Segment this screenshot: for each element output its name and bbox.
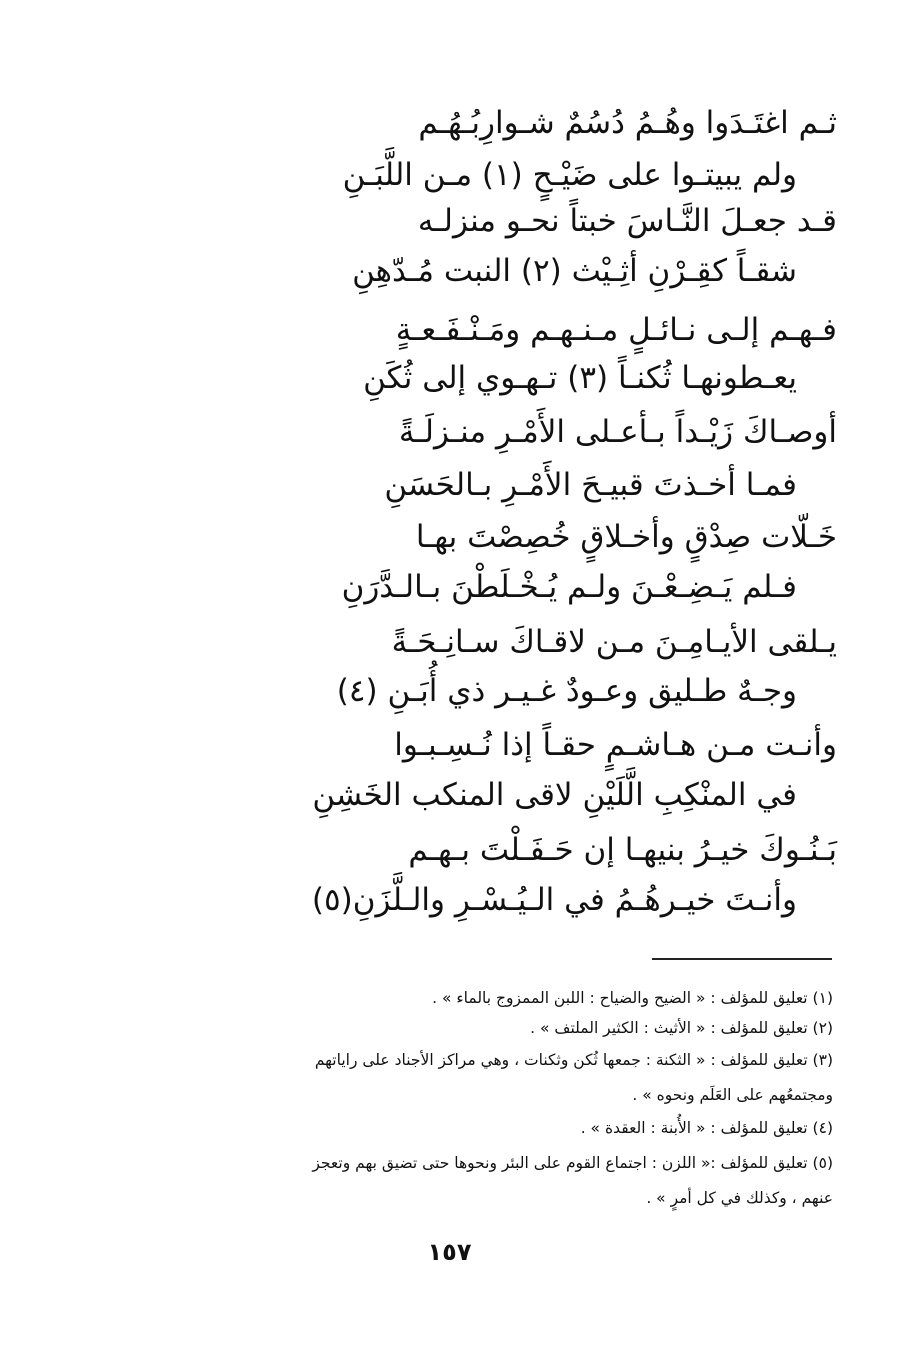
page-number: ١٥٧: [427, 1238, 472, 1266]
footnote: (٢) تعليق للمؤلف : « الأثيث : الكثير الملتف » .: [530, 1019, 833, 1037]
verse-line: فـلم يَـضِـعْـنَ ولـم يُـخْـلَطْنَ بـالـدَّرَنِ: [341, 569, 797, 605]
verse-line: ثـم اغتَـدَوا وهُـمُ دُسُمٌ شـوارِبُـهُـم: [418, 105, 837, 141]
verse-line: يـلقى الأيـامِـنَ مـن لاقـاكَ سـانِـحَـةً: [391, 624, 837, 660]
footnote-continuation: عنهم ، وكذلك في كل أمرٍ » .: [646, 1189, 833, 1207]
verse-line: شقـاً كقِـرْنِ أثِـيْث (٢) النبت مُـدّهِنِ: [352, 253, 797, 289]
verse-line: أوصـاكَ زَيْـداً بـأعـلى الأَمْـرِ منـزلَـةً: [398, 414, 837, 450]
verse-line: فمـا أخـذتَ قبيـحَ الأَمْـرِ بـالحَسَنِ: [384, 467, 797, 503]
verse-line: خَـلّات صِدْقٍ وأخـلاقٍ خُصِصْتَ بهـا: [415, 519, 837, 555]
verse-line: في المنْكِبِ الَّلَيْنِ لاقى المنكب الخَشِنِ: [312, 777, 797, 813]
footnote-separator: [652, 958, 832, 960]
verse-line: وجـهٌ طـليق وعـودٌ غـيـر ذي أُبَـنِ (٤): [336, 673, 797, 709]
verse-line: بَـنُـوكَ خيـرُ بنيهـا إن حَـفَـلْتَ بـهـم: [408, 832, 837, 868]
footnote: (٣) تعليق للمؤلف : « الثكنة : جمعها ثُكن وثكنات ، وهي مراكز الأجناد على راياتهم: [314, 1051, 833, 1069]
footnote: (٤) تعليق للمؤلف : « الأُبنة : العقدة » .: [580, 1119, 833, 1137]
verse-line: قـد جعـلَ النَّـاسَ خبتاً نحـو منزلـه: [417, 203, 837, 239]
footnote: (٥) تعليق للمؤلف :« اللزن : اجتماع القوم على البئر ونحوها حتى تضيق بهم وتعجز: [312, 1154, 833, 1172]
verse-line: فـهـم إلـى نـائـلٍ مـنـهـم ومَـنْـفَـعـةٍ: [395, 312, 837, 348]
verse-line: وأنـت مـن هـاشـمٍ حقـاً إذا نُـسِـبـوا: [394, 727, 837, 763]
footnote: (١) تعليق للمؤلف : « الضيح والضياح : اللبن الممزوج بالماء » .: [432, 989, 833, 1007]
verse-line: وأنـتَ خيـرهُـمُ في الـيُـسْـرِ والـلَّزَنِ(٥): [311, 882, 797, 918]
footnote-continuation: ومجتمعُهم على العَلَم ونحوه » .: [632, 1086, 833, 1104]
verse-line: ولم يبيتـوا على ضَيْـحٍ (١) مـن اللَّبَـنِ: [342, 157, 797, 193]
verse-line: يعـطونهـا ثُكنـاً (٣) تـهـوي إلى ثُكَنِ: [363, 360, 797, 396]
